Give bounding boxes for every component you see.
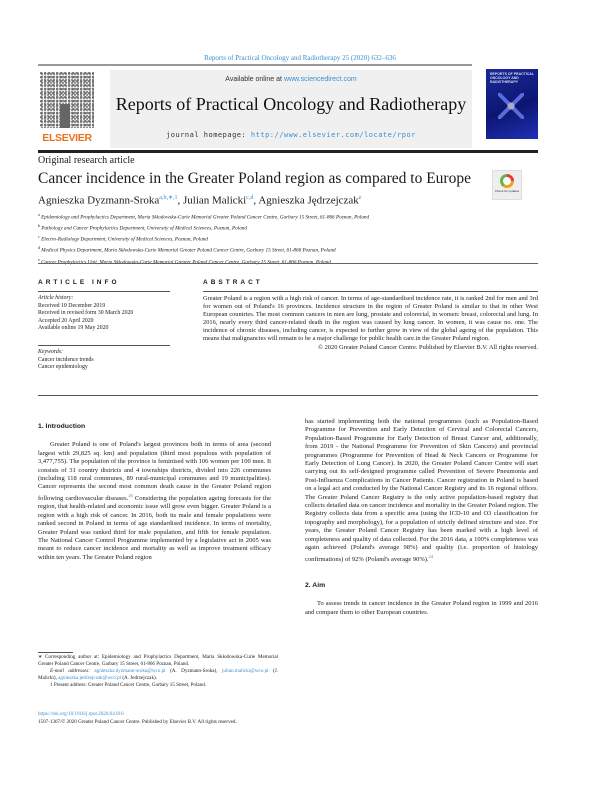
crossmark-label: Check for updates <box>494 189 520 193</box>
journal-masthead <box>110 70 472 148</box>
journal-reference[interactable]: Reports of Practical Oncology and Radiotherapy 25 (2020) 632–636 <box>204 54 396 62</box>
crossmark-icon <box>500 174 514 188</box>
history-item: Accepted 20 April 2020 <box>38 317 94 324</box>
right-column <box>305 418 538 617</box>
affiliation-item <box>38 222 369 233</box>
affiliation-list <box>38 211 369 267</box>
email-label: E-mail addresses: <box>50 668 95 674</box>
abstract-body <box>203 295 538 352</box>
available-online-label: Available online at <box>225 76 284 83</box>
keyword-item: Cancer epidemiology <box>38 364 88 371</box>
author-name[interactable]: Agnieszka Jędrzejczak <box>258 194 359 207</box>
email-link[interactable]: julian.malicki@wco.pl <box>221 668 269 674</box>
footnote-rule <box>38 652 73 653</box>
history-item: Available online 19 May 2020 <box>38 325 109 332</box>
article-info-heading: ARTICLE INFO <box>38 279 120 286</box>
keyword-item: Cancer incidence trends <box>38 356 94 363</box>
author-affiliation-marks[interactable]: e <box>358 195 362 201</box>
history-label: Article history: <box>38 295 74 301</box>
abstract-rule <box>203 291 538 292</box>
affiliation-key: c <box>38 234 40 240</box>
keywords-rule <box>38 345 170 346</box>
keywords <box>38 349 94 372</box>
abstract-text: Greater Poland is a region with a high risk of cancer. In terms of age-standardised incidence rate, it is ranked 2nd for men and 3rd for women out of Poland's 16 provinces. Incidence structure in the region of Greater Poland is similar to that in other West European countries. The most common cancers in men are lung, prostate and colorectal, in women: breast, colorectal and lung. In 2016, nearly every third cancer-related death in the region was caused by lung cancer. In women, it was cause no. one. The incidence of chronic diseases, including cancer, is expected to further grow in view of the global ageing of the population. This means that malignancies will remain to be a major challenge for public health care.in the Greater Poland region. <box>203 295 538 343</box>
email-link[interactable]: agnieszka.dyzmann-sroka@wco.pl <box>94 668 166 674</box>
abstract-copyright: © 2020 Greater Poland Cancer Centre. Published by Elsevier B.V. All rights reserved. <box>318 343 538 351</box>
author-name[interactable]: Julian Malicki <box>182 194 247 207</box>
cover-title: REPORTS OF PRACTICAL ONCOLOGY AND RADIOTHERAPY <box>490 72 534 84</box>
keywords-label: Keywords: <box>38 349 63 355</box>
affiliation-text: Epidemiology and Prophylactics Department, Maria Skłodowska-Curie Memorial Greater Poland Cancer Centre, Garbary 15 Street, 61-866 Poznan, Poland <box>41 214 370 221</box>
publisher-name: ELSEVIER <box>42 132 92 144</box>
header-rule <box>38 64 472 66</box>
author-separator: , <box>177 194 183 207</box>
journal-homepage <box>110 131 472 139</box>
email-addresses <box>38 668 278 682</box>
history-item: Received 10 December 2019 <box>38 302 106 309</box>
paragraph-text: Greater Poland is one of Poland's largest provinces both in terms of area (second largest with 29,825 sq. km) and population (third most populous with population of 3,477,755). The population of the province is feminised with 106 women per 100 men. It consists of 31 country districts and 4 townships districts, divided into 226 communes (including 118 rural communes, 89 rural-municipal communes and 19 municipalities). Cancer represents the second most common death cause in the Greater Poland region following cardiovascular diseases. <box>38 441 271 502</box>
journal-title: Reports of Practical Oncology and Radiotherapy <box>115 94 467 114</box>
journal-cover-image[interactable] <box>486 69 538 139</box>
affiliation-key: d <box>38 245 40 251</box>
introduction-paragraph-continued <box>305 418 538 564</box>
paragraph-text: Considering the population ageing forecasts for the region, that health-related and economic issue will grow even bigger. Greater Poland is a region with a high risk of cancer. In 2016, both its male and female populations were ranked second in Poland in terms of age standardised incidence. In terms of mortality, Greater Poland was ranked third for male population, and fifth for female population. The National Cancer Control Programme implemented by a legislative act in 2005 was meant to reduce cancer incidence and mortality as well as improve treatment efficacy within ten years. The Greater Poland region <box>38 495 271 561</box>
left-column <box>38 418 271 562</box>
author-name[interactable]: Agnieszka Dyzmann-Sroka <box>38 194 160 207</box>
sciencedirect-link[interactable]: www.sciencedirect.com <box>283 76 357 83</box>
history-item: Received in revised form 30 March 2020 <box>38 310 134 317</box>
issn-copyright: 1507-1367/© 2020 Greater Poland Cancer Centre. Published by Elsevier B.V. All rights reserved. <box>38 719 237 725</box>
aim-paragraph: To assess trends in cancer incidence in the Greater Poland region in 1999 and 2016 and compare them to other European countries. <box>305 600 538 616</box>
affiliation-item <box>38 211 369 222</box>
homepage-label: journal homepage: <box>166 131 251 139</box>
masthead-rule <box>38 150 538 153</box>
article-info-rule <box>38 291 170 292</box>
section-divider <box>38 263 538 264</box>
email-owner: (J. Malicki), <box>38 668 278 681</box>
affiliation-key: a <box>38 212 40 217</box>
abstract-heading: ABSTRACT <box>203 279 263 286</box>
tree-trunk-icon <box>60 104 70 128</box>
paragraph-text: has started implementing both the national programmes (such as Population-Based Programme for Prevention and Early Detection of Cervical and Colorectal Cancers, Population-Based Programme for Early Detection of Breast Cancer and, additionally, from 2019 - the National Programme for Prevention of Skin Cancers) and provincial programmes (Programme for Prevention of Head & Neck Cancers or Programme for Early Detection of Lung Cancer). In 2020, the Greater Poland Cancer Centre will start carrying out its self-designed programme called Prevention of Severe Pneumonia and Post-Influenza Complications in Cancer Patients. Cancer registration in Poland is based on a legal act and conducted by the National Cancer Registry and its 16 regional offices. The Greater Poland Cancer Registry is the only active population-based registry that collects detailed data on cancer incidence and mortality in the Greater Poland region. The Registry collects data from a specific area (using the ICD-10 and O3 classification for topography and morphology), for a population of strictly defined structure and size. For years, the Greater Poland Cancer Registry has been marked with a high level of completeness and quality of data collected. For the 2016 data, a 100% completeness was again achieved (Poland's average 98%) and quality (i.e. proportion of histology confirmations) of 92% (Poland's average 90%). <box>305 418 538 563</box>
email-owner: (A. Dyzmann-Sroka), <box>165 668 218 674</box>
article-history <box>38 295 133 333</box>
body-divider <box>38 395 538 396</box>
affiliation-key: b <box>38 223 40 229</box>
introduction-heading: 1. Introduction <box>38 423 86 430</box>
article-title: Cancer incidence in the Greater Poland region as compared to Europe <box>38 170 471 187</box>
affiliation-text: Pathology and Cancer Prophylactics Department, University of Medical Sciences, Poznan, Poland <box>41 225 247 232</box>
present-address-note: 1 Present address: Greater Poland Cancer Centre, Garbary 15 Street, Poland. <box>50 682 207 688</box>
aim-heading: 2. Aim <box>305 582 326 590</box>
elsevier-logo[interactable] <box>38 70 96 148</box>
doi-link[interactable]: https://doi.org/10.1016/j.rpor.2020.04.016 <box>38 711 124 717</box>
introduction-paragraph <box>38 441 271 562</box>
author-separator: , <box>253 194 259 207</box>
citation-link[interactable]: 26 <box>128 492 133 498</box>
affiliation-item <box>38 244 369 255</box>
affiliation-item <box>38 256 369 267</box>
author-affiliation-marks[interactable]: c,d <box>246 195 254 201</box>
author-list <box>38 194 361 207</box>
footnotes <box>38 654 278 689</box>
check-for-updates-button[interactable] <box>492 170 522 200</box>
citation-link[interactable]: 24 <box>428 553 434 559</box>
author-affiliation-marks[interactable]: a,b,∗,1 <box>159 195 178 201</box>
affiliation-key: e <box>38 256 40 262</box>
available-online <box>110 76 472 83</box>
affiliation-item <box>38 233 369 244</box>
homepage-link[interactable]: http://www.elsevier.com/locate/rpor <box>250 131 416 139</box>
email-link[interactable]: agnieszka.jedrzejczak@wco.pl <box>58 675 122 681</box>
affiliation-text: Medical Physics Department, Maria Skłodowska-Curie Memorial Greater Poland Cancer Centre, Garbary 15 Street, 61-866 Poznan, Poland <box>41 248 336 255</box>
corresponding-author-note: ∗ Corresponding author at: Epidemiology and Prophylactics Department, Maria Skłodowska-Curie Memorial Greater Poland Cancer Centre, Garbary 15 Street, 61-866 Poznan, Poland. <box>38 654 278 667</box>
cover-graphic-icon <box>498 93 524 119</box>
affiliation-text: Electro-Radiology Department, University of Medical Sciences, Poznan, Poland <box>41 237 208 244</box>
article-type: Original research article <box>38 155 135 166</box>
email-owner: (A. Jedrzejczak). <box>121 675 157 681</box>
